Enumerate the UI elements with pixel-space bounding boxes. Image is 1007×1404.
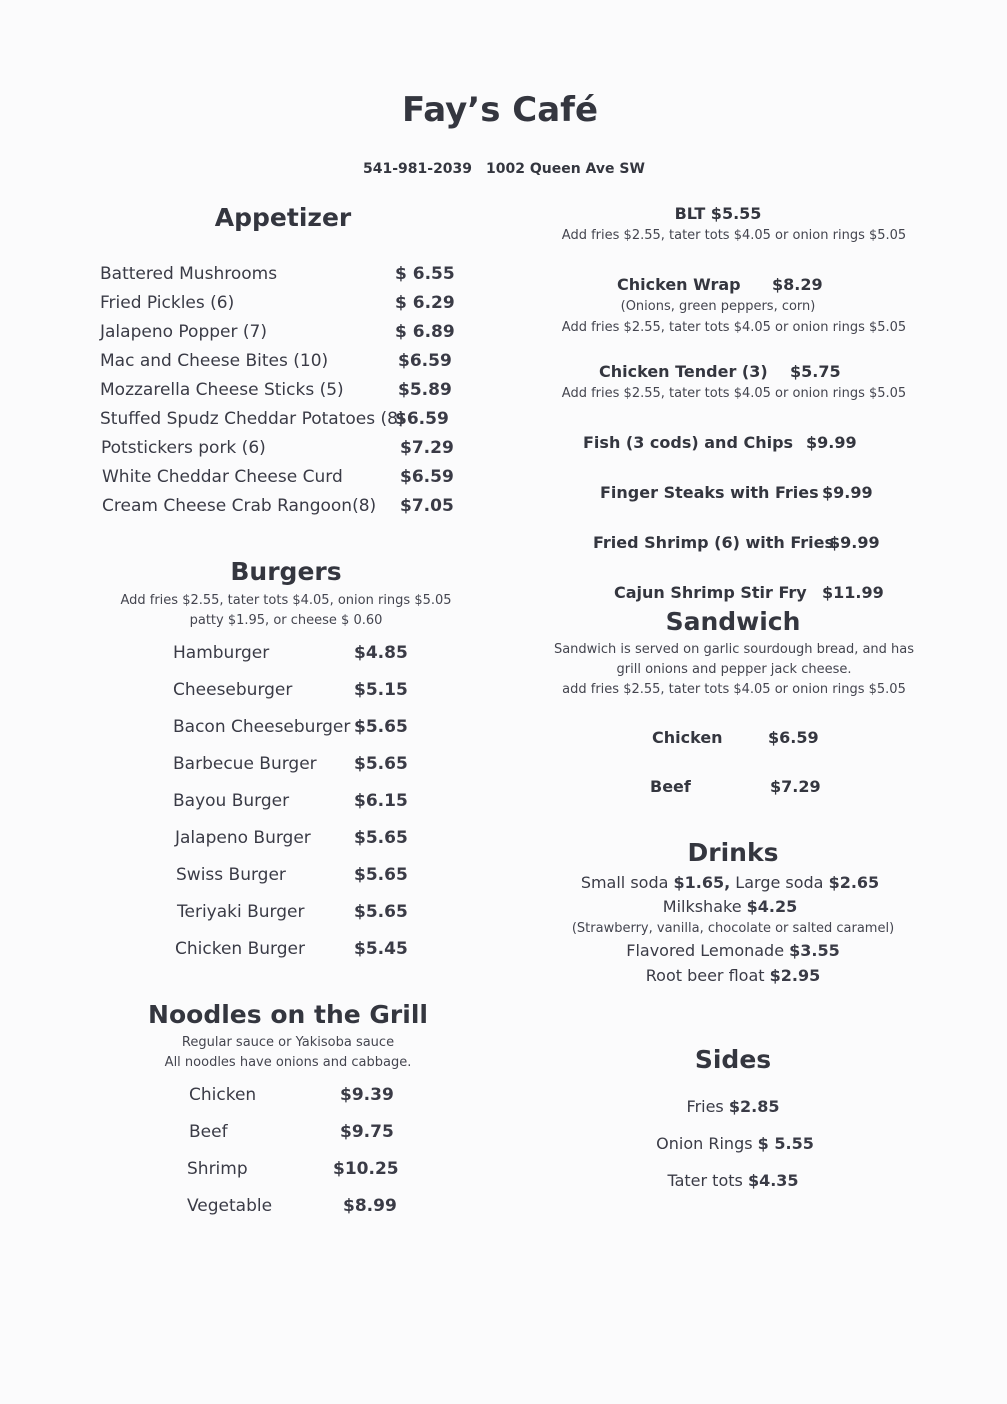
chicken-wrap-name: Chicken Wrap	[617, 275, 741, 294]
noodle-name: Beef	[189, 1122, 228, 1142]
fried-shrimp-price: $9.99	[829, 533, 880, 552]
large-soda-label: Large soda	[735, 873, 824, 892]
page-title: Fay’s Café	[401, 90, 599, 130]
fish-and-chips-name: Fish (3 cods) and Chips	[583, 433, 794, 452]
finger-steaks-name: Finger Steaks with Fries	[600, 483, 819, 502]
burgers-heading: Burgers	[230, 557, 342, 586]
milkshake-line	[663, 897, 797, 916]
tater-tots-label: Tater tots	[667, 1171, 743, 1190]
sandwich-chicken-price: $6.59	[768, 728, 819, 747]
burger-price: $6.15	[354, 791, 408, 811]
appetizer-name: Cream Cheese Crab Rangoon(8)	[102, 496, 377, 516]
noodle-name: Chicken	[189, 1085, 257, 1105]
burger-name: Barbecue Burger	[173, 754, 317, 774]
burger-name: Cheeseburger	[173, 680, 293, 700]
burger-name: Bayou Burger	[173, 791, 290, 811]
burger-price: $5.45	[354, 939, 408, 959]
fish-and-chips-price: $9.99	[806, 433, 857, 452]
appetizer-price: $6.59	[398, 351, 452, 371]
milkshake-flavors: (Strawberry, vanilla, chocolate or salted caramel)	[571, 921, 895, 936]
noodle-name: Shrimp	[187, 1159, 248, 1179]
chicken-wrap-addons-note: Add fries $2.55, tater tots $4.05 or onion rings $5.05	[561, 320, 907, 335]
milkshake-price: $4.25	[746, 897, 798, 916]
address: 1002 Queen Ave SW	[486, 161, 645, 177]
chicken-tender-addons-note: Add fries $2.55, tater tots $4.05 or onion rings $5.05	[561, 386, 907, 401]
appetizer-name: Mozzarella Cheese Sticks (5)	[100, 380, 344, 400]
appetizer-price: $7.05	[400, 496, 454, 516]
noodle-price: $9.39	[340, 1085, 394, 1105]
sandwich-toppings-note: grill onions and pepper jack cheese.	[616, 662, 852, 677]
appetizer-price: $ 6.29	[395, 293, 455, 313]
cajun-shrimp-name: Cajun Shrimp Stir Fry	[614, 583, 807, 602]
sandwich-beef-name: Beef	[650, 777, 691, 796]
burger-price: $5.65	[354, 717, 408, 737]
chicken-tender-name: Chicken Tender (3)	[599, 362, 768, 381]
finger-steaks-price: $9.99	[822, 483, 873, 502]
appetizer-price: $6.59	[395, 409, 449, 429]
burger-price: $5.65	[354, 865, 408, 885]
phone-number: 541-981-2039	[363, 161, 473, 177]
fries-line	[687, 1097, 780, 1116]
onion-rings-line	[656, 1134, 814, 1153]
blt-addons-note: Add fries $2.55, tater tots $4.05 or onion rings $5.05	[561, 228, 907, 243]
tater-tots-line	[667, 1171, 798, 1190]
noodle-price: $10.25	[333, 1159, 399, 1179]
chicken-wrap-price: $8.29	[772, 275, 823, 294]
appetizer-name: Mac and Cheese Bites (10)	[100, 351, 329, 371]
fries-price: $2.85	[728, 1097, 780, 1116]
lemonade-line	[626, 941, 840, 960]
fried-shrimp-name: Fried Shrimp (6) with Fries	[593, 533, 834, 552]
large-soda-price: $2.65	[828, 873, 880, 892]
sandwich-heading: Sandwich	[665, 607, 801, 636]
appetizer-name: Battered Mushrooms	[100, 264, 278, 284]
sandwich-beef-price: $7.29	[770, 777, 821, 796]
noodle-price: $9.75	[340, 1122, 394, 1142]
noodle-price: $8.99	[343, 1196, 397, 1216]
tater-tots-price: $4.35	[747, 1171, 799, 1190]
appetizer-name: Jalapeno Popper (7)	[100, 322, 267, 342]
appetizer-name: White Cheddar Cheese Curd	[102, 467, 343, 487]
lemonade-price: $3.55	[789, 941, 840, 960]
root-beer-float-line	[646, 966, 821, 985]
burger-price: $5.65	[354, 902, 408, 922]
appetizer-price: $5.89	[398, 380, 452, 400]
appetizer-price: $6.59	[400, 467, 454, 487]
appetizer-price: $ 6.55	[395, 264, 455, 284]
burger-name: Swiss Burger	[176, 865, 286, 885]
onion-rings-label: Onion Rings	[656, 1134, 753, 1153]
appetizer-price: $ 6.89	[395, 322, 455, 342]
noodle-name: Vegetable	[187, 1196, 273, 1216]
appetizer-name: Stuffed Spudz Cheddar Potatoes (8)	[100, 409, 405, 429]
burger-name: Bacon Cheeseburger	[173, 717, 351, 737]
soda-line	[581, 873, 879, 892]
sandwich-bread-note: Sandwich is served on garlic sourdough bread, and has	[553, 642, 915, 657]
burger-name: Teriyaki Burger	[177, 902, 305, 922]
small-soda-label: Small soda	[580, 873, 669, 892]
cajun-shrimp-price: $11.99	[822, 583, 884, 602]
burger-price: $5.65	[354, 828, 408, 848]
burgers-addons-note: Add fries $2.55, tater tots $4.05, onion rings $5.05	[120, 593, 452, 608]
root-beer-float-price: $2.95	[769, 966, 821, 985]
noodles-heading: Noodles on the Grill	[148, 1000, 428, 1029]
drinks-heading: Drinks	[687, 838, 779, 867]
milkshake-label: Milkshake	[662, 897, 742, 916]
root-beer-float-label: Root beer float	[645, 966, 765, 985]
burger-name: Jalapeno Burger	[175, 828, 311, 848]
small-soda-price: $1.65,	[673, 873, 731, 892]
chicken-tender-price: $5.75	[790, 362, 841, 381]
noodles-sauce-note: Regular sauce or Yakisoba sauce	[181, 1035, 395, 1050]
noodles-ingredients-note: All noodles have onions and cabbage.	[164, 1055, 412, 1070]
blt-item: BLT $5.55	[674, 204, 762, 223]
burgers-extras-note: patty $1.95, or cheese $ 0.60	[189, 613, 383, 628]
appetizer-price: $7.29	[400, 438, 454, 458]
chicken-wrap-detail: (Onions, green peppers, corn)	[620, 299, 816, 314]
burger-price: $5.65	[354, 754, 408, 774]
burger-name: Chicken Burger	[175, 939, 305, 959]
sides-heading: Sides	[694, 1045, 772, 1074]
appetizer-name: Potstickers pork (6)	[101, 438, 266, 458]
sandwich-addons-note: add fries $2.55, tater tots $4.05 or onion rings $5.05	[562, 682, 906, 697]
onion-rings-price: $ 5.55	[757, 1134, 814, 1153]
appetizer-heading: Appetizer	[214, 203, 352, 232]
fries-label: Fries	[686, 1097, 724, 1116]
sandwich-chicken-name: Chicken	[652, 728, 723, 747]
burger-price: $4.85	[354, 643, 408, 663]
appetizer-name: Fried Pickles (6)	[100, 293, 235, 313]
burger-name: Hamburger	[173, 643, 270, 663]
lemonade-label: Flavored Lemonade	[626, 941, 785, 960]
burger-price: $5.15	[354, 680, 408, 700]
